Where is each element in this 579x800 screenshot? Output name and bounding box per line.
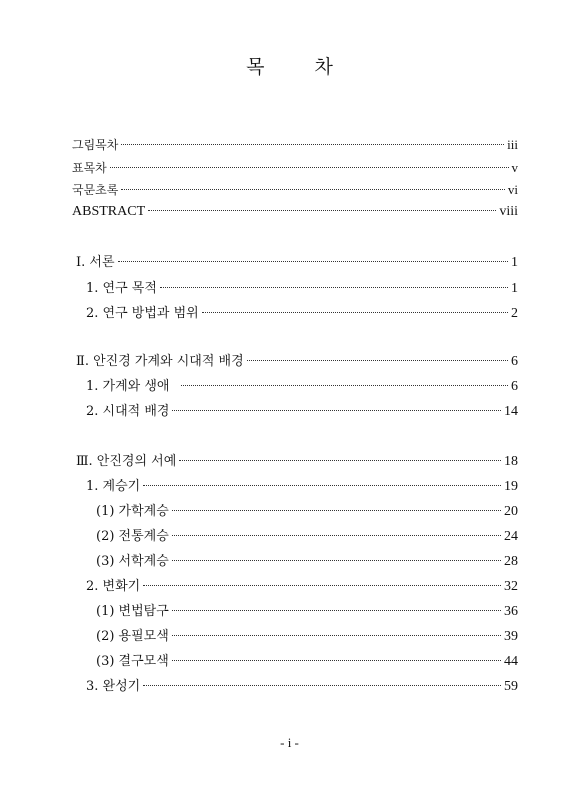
page-title	[0, 52, 579, 79]
dot-leader	[148, 210, 496, 211]
toc-entry-figure-list[interactable]	[72, 137, 518, 153]
toc-entry-label: 1. 계승기	[86, 479, 141, 494]
toc-subsection-3-2-3[interactable]	[96, 654, 518, 670]
toc-entry-label: Ⅰ. 서론	[76, 255, 115, 270]
toc-section-3-1[interactable]	[86, 479, 518, 495]
dot-leader	[143, 685, 501, 686]
dot-leader	[172, 660, 501, 661]
toc-entry-page: 36	[504, 604, 518, 619]
toc-section-1-1[interactable]	[86, 281, 518, 297]
toc-section-1-2[interactable]	[86, 306, 518, 322]
toc-section-3-2[interactable]	[86, 579, 518, 595]
toc-subsection-3-1-1[interactable]	[96, 504, 518, 520]
toc-chapter-1[interactable]	[76, 255, 518, 271]
dot-leader	[160, 287, 508, 288]
toc-section-2-1[interactable]	[86, 379, 518, 395]
toc-entry-page: 1	[511, 255, 518, 270]
toc-entry-page: 2	[511, 306, 518, 321]
dot-leader	[172, 410, 501, 411]
toc-section-2-2[interactable]	[86, 404, 518, 420]
toc-entry-table-list[interactable]	[72, 160, 518, 176]
toc-subsection-3-1-3[interactable]	[96, 554, 518, 570]
toc-subsection-3-1-2[interactable]	[96, 529, 518, 545]
dot-leader	[121, 189, 505, 190]
toc-entry-page: viii	[499, 204, 518, 219]
toc-entry-label: (1) 변법탐구	[96, 604, 169, 619]
dot-leader	[172, 610, 501, 611]
toc-entry-label: Ⅲ. 안진경의 서예	[76, 454, 177, 469]
page-number: - i -	[280, 735, 299, 750]
toc-subsection-3-2-1[interactable]	[96, 604, 518, 620]
toc-entry-korean-abstract[interactable]	[72, 182, 518, 198]
toc-entry-label: 2. 시대적 배경	[86, 404, 170, 419]
dot-leader	[143, 585, 501, 586]
dot-leader	[247, 360, 508, 361]
toc-entry-label: 2. 변화기	[86, 579, 141, 594]
toc-entry-label: 그림목차	[72, 138, 119, 152]
title-char-1: 목	[246, 56, 265, 78]
dot-leader	[121, 144, 504, 145]
toc-entry-page: iii	[507, 137, 518, 152]
toc-entry-label: 1. 연구 목적	[86, 281, 157, 296]
toc-entry-label: 2. 연구 방법과 범위	[86, 306, 199, 321]
toc-entry-page: 1	[511, 281, 518, 296]
toc-entry-page: 6	[511, 379, 518, 394]
toc-section-3-3[interactable]	[86, 679, 518, 695]
toc-entry-label: (3) 결구모색	[96, 654, 169, 669]
toc-entry-label: 1. 가계와 생애	[86, 379, 170, 394]
title-char-2: 차	[314, 56, 333, 78]
dot-leader	[181, 385, 508, 386]
toc-chapter-3[interactable]	[76, 454, 518, 470]
dot-leader	[172, 635, 501, 636]
toc-entry-page: 19	[504, 479, 518, 494]
toc-entry-page: v	[511, 160, 518, 175]
toc-entry-page: 6	[511, 354, 518, 369]
toc-entry-label: 국문초록	[72, 183, 119, 197]
toc-chapter-2[interactable]	[76, 354, 518, 370]
toc-entry-page: 28	[504, 554, 518, 569]
dot-leader	[179, 460, 501, 461]
toc-entry-page: 18	[504, 454, 518, 469]
toc-entry-label: (3) 서학계승	[96, 554, 169, 569]
toc-entry-abstract[interactable]	[72, 204, 518, 220]
dot-leader	[172, 535, 501, 536]
toc-entry-label: Ⅱ. 안진경 가계와 시대적 배경	[76, 354, 244, 369]
toc-entry-page: 24	[504, 529, 518, 544]
toc-entry-label: (2) 용필모색	[96, 629, 169, 644]
toc-entry-label: (2) 전통계승	[96, 529, 169, 544]
toc-entry-page: 59	[504, 679, 518, 694]
toc-entry-page: vi	[507, 182, 518, 197]
toc-entry-label: 표목차	[72, 161, 107, 175]
toc-entry-page: 32	[504, 579, 518, 594]
dot-leader	[110, 167, 509, 168]
dot-leader	[143, 485, 501, 486]
toc-entry-page: 14	[504, 404, 518, 419]
toc-entry-page: 44	[504, 654, 518, 669]
dot-leader	[172, 560, 501, 561]
toc-entry-label: (1) 가학계승	[96, 504, 169, 519]
toc-subsection-3-2-2[interactable]	[96, 629, 518, 645]
toc-entry-page: 20	[504, 504, 518, 519]
toc-entry-label: ABSTRACT	[72, 204, 146, 219]
dot-leader	[202, 312, 508, 313]
toc-entry-page: 39	[504, 629, 518, 644]
toc-entry-label: 3. 완성기	[86, 679, 141, 694]
dot-leader	[118, 261, 508, 262]
dot-leader	[172, 510, 501, 511]
